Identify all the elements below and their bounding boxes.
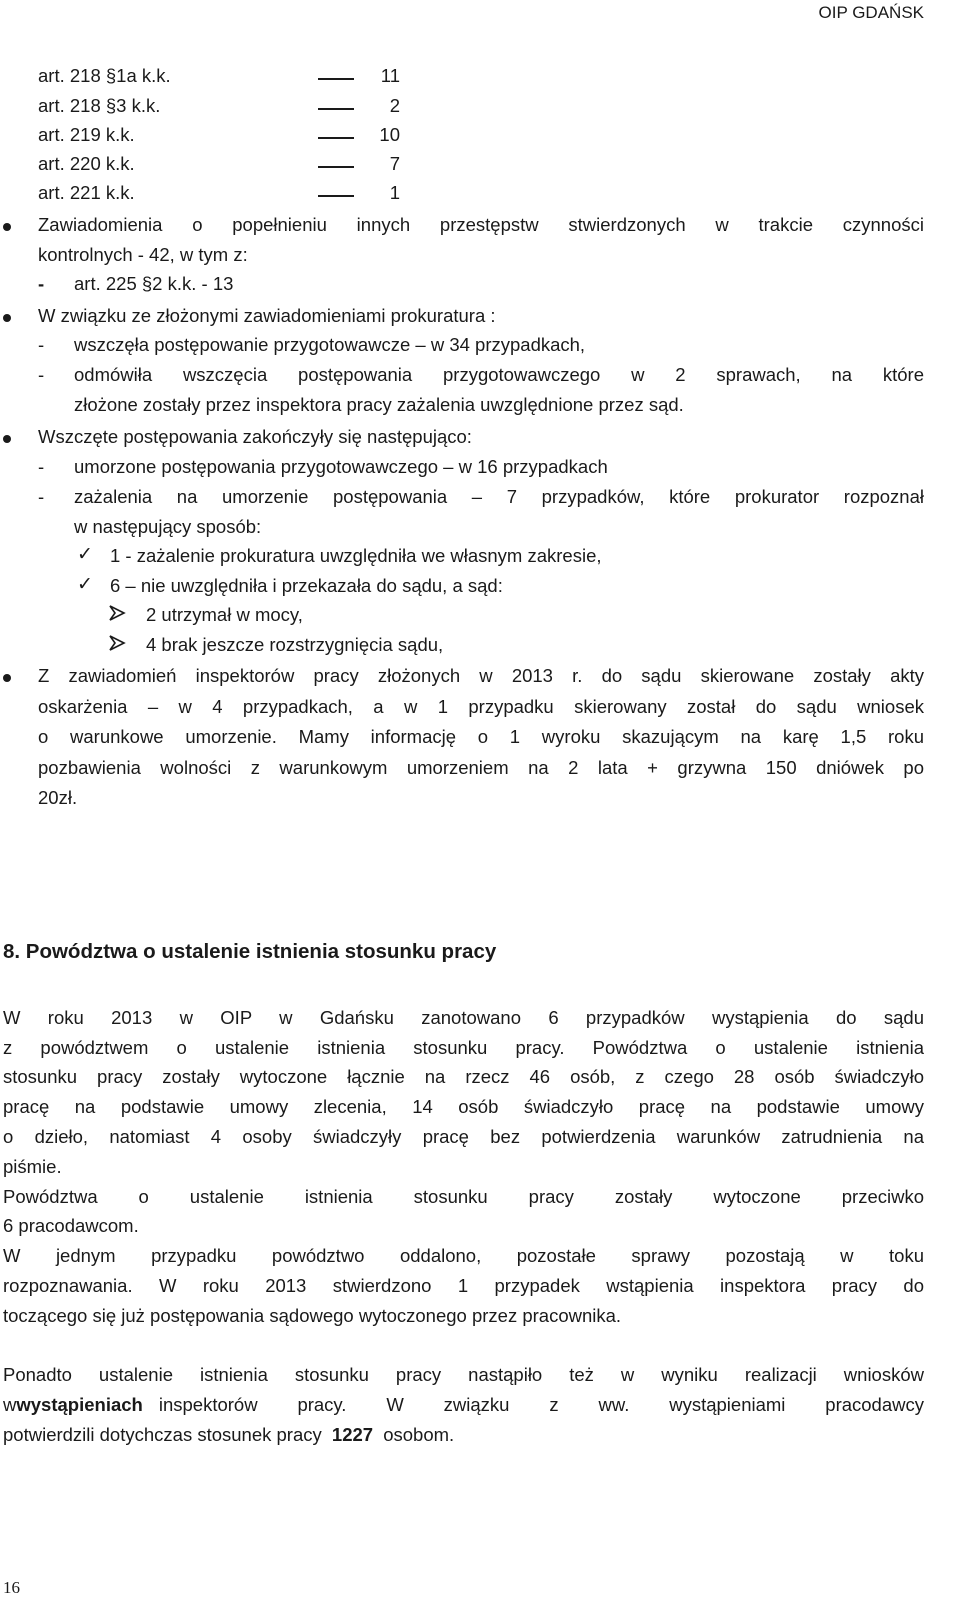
bullet-text: o warunkowe umorzenie. Mamy informację o 1 wyroku skazującym na karę 1,5 roku [38, 726, 924, 747]
sub-item-text: art. 225 §2 k.k. - 13 [74, 273, 234, 294]
paragraph-bold-text: 1227 [331, 1424, 374, 1445]
check-item-text: 1 - zażalenie prokuratura uwzględniła we własnym zakresie, [110, 545, 602, 566]
paragraph-line: rozpoznawania. W roku 2013 stwierdzono 1 przypadek wstąpienia inspektora pracy do [3, 1275, 924, 1296]
check-item-text: 6 – nie uwzględniła i przekazała do sądu, a sąd: [110, 575, 503, 596]
sub-item-text: zażalenia na umorzenie postępowania – 7 przypadków, które prokurator rozpoznał [74, 486, 924, 507]
paragraph-text: osobom. [383, 1424, 455, 1445]
bullet-text: Wszczęte postępowania zakończyły się następująco: [38, 426, 472, 447]
bullet-icon [3, 314, 11, 322]
sub-dash: - [38, 273, 45, 294]
paragraph-line: pracę na podstawie umowy zlecenia, 14 osób świadczyło pracę na podstawie umowy [3, 1096, 924, 1117]
article-count: 2 [389, 95, 400, 116]
bullet-icon [3, 435, 11, 443]
paragraph-line: Powództwa o ustalenie istnienia stosunku pracy zostały wytoczone przeciwko [3, 1186, 924, 1207]
bullet-icon [3, 223, 11, 231]
arrowhead-icon [108, 634, 126, 658]
paragraph-line: o dzieło, natomiast 4 osoby świadczyły pracę bez potwierdzenia warunków zatrudnienia na [3, 1126, 924, 1147]
sub-item-text: umorzone postępowania przygotowawczego – w 16 przypadkach [74, 456, 608, 477]
arrowhead-icon [108, 604, 126, 628]
bullet-text: W związku ze złożonymi zawiadomieniami prokuratura : [38, 305, 496, 326]
paragraph-line: toczącego się już postępowania sądowego wytoczonego przez pracownika. [3, 1305, 622, 1326]
paragraph-bold-text: wystąpieniach [16, 1394, 143, 1415]
sub-item-text: odmówiła wszczęcia postępowania przygotowawczego w 2 sprawach, na które [74, 364, 924, 385]
dash-mark [318, 166, 354, 168]
sub-item-text: złożone zostały przez inspektora pracy zażalenia uwzględnione przez sąd. [74, 394, 684, 415]
article-count: 7 [389, 153, 400, 174]
sub-item-text: w następujący sposób: [74, 516, 262, 537]
paragraph-line: stosunku pracy zostały wytoczone łącznie na rzecz 46 osób, z czego 28 osób świadczyło [3, 1066, 924, 1087]
paragraph-line [3, 1394, 924, 1416]
article-label: art. 218 §1a k.k. [38, 65, 171, 86]
paragraph-line: 6 pracodawcom. [3, 1215, 139, 1236]
header-org: OIP GDAŃSK [818, 3, 924, 22]
page-number: 16 [3, 1578, 20, 1597]
sub-dash: - [38, 456, 45, 477]
article-label: art. 219 k.k. [38, 124, 135, 145]
sub-item-text: wszczęła postępowanie przygotowawcze – w 34 przypadkach, [74, 334, 586, 355]
section-heading: 8. Powództwa o ustalenie istnienia stosunku pracy [3, 940, 497, 963]
paragraph-line: W jednym przypadku powództwo oddalono, pozostałe sprawy pozostają w toku [3, 1245, 924, 1266]
bullet-text: 20zł. [38, 787, 78, 808]
sub-dash: - [38, 486, 45, 507]
paragraph-text: potwierdzili dotychczas stosunek pracy [3, 1424, 322, 1445]
dash-mark [318, 78, 354, 80]
paragraph-line: z powództwem o ustalenie istnienia stosunku pracy. Powództwa o ustalenie istnienia [3, 1037, 924, 1058]
sub-dash: - [38, 334, 45, 355]
sub-dash: - [38, 364, 45, 385]
bullet-text: Z zawiadomień inspektorów pracy złożonych w 2013 r. do sądu skierowane zostały akty [38, 665, 924, 686]
bullet-text: Zawiadomienia o popełnieniu innych przestępstw stwierdzonych w trakcie czynności [38, 214, 924, 235]
paragraph-line: W roku 2013 w OIP w Gdańsku zanotowano 6 przypadków wystąpienia do sądu [3, 1007, 924, 1028]
article-label: art. 221 k.k. [38, 182, 135, 203]
checkmark-icon: ✓ [77, 574, 93, 595]
paragraph-line: Ponadto ustalenie istnienia stosunku pracy nastąpiło też w wyniku realizacji wniosków [3, 1364, 924, 1385]
paragraph-line [3, 1424, 924, 1446]
article-label: art. 218 §3 k.k. [38, 95, 161, 116]
bullet-text: oskarżenia – w 4 przypadkach, a w 1 przypadku skierowany został do sądu wniosek [38, 696, 924, 717]
arrow-item-text: 4 brak jeszcze rozstrzygnięcia sądu, [146, 634, 444, 655]
article-label: art. 220 k.k. [38, 153, 135, 174]
bullet-text: pozbawienia wolności z warunkowym umorzeniem na 2 lata + grzywna 150 dniówek po [38, 757, 924, 778]
article-count: 1 [389, 182, 400, 203]
bullet-icon [3, 674, 11, 682]
checkmark-icon: ✓ [77, 544, 93, 565]
dash-mark [318, 108, 354, 110]
arrow-item-text: 2 utrzymał w mocy, [146, 604, 303, 625]
article-count: 10 [379, 124, 400, 145]
paragraph-line: piśmie. [3, 1156, 62, 1177]
paragraph-text: inspektorów pracy. W związku z ww. wystąpieniami pracodawcy [158, 1394, 924, 1415]
bullet-text: kontrolnych - 42, w tym z: [38, 244, 248, 265]
dash-mark [318, 195, 354, 197]
article-count: 11 [380, 65, 400, 86]
paragraph-text: w [3, 1394, 17, 1415]
dash-mark [318, 137, 354, 139]
